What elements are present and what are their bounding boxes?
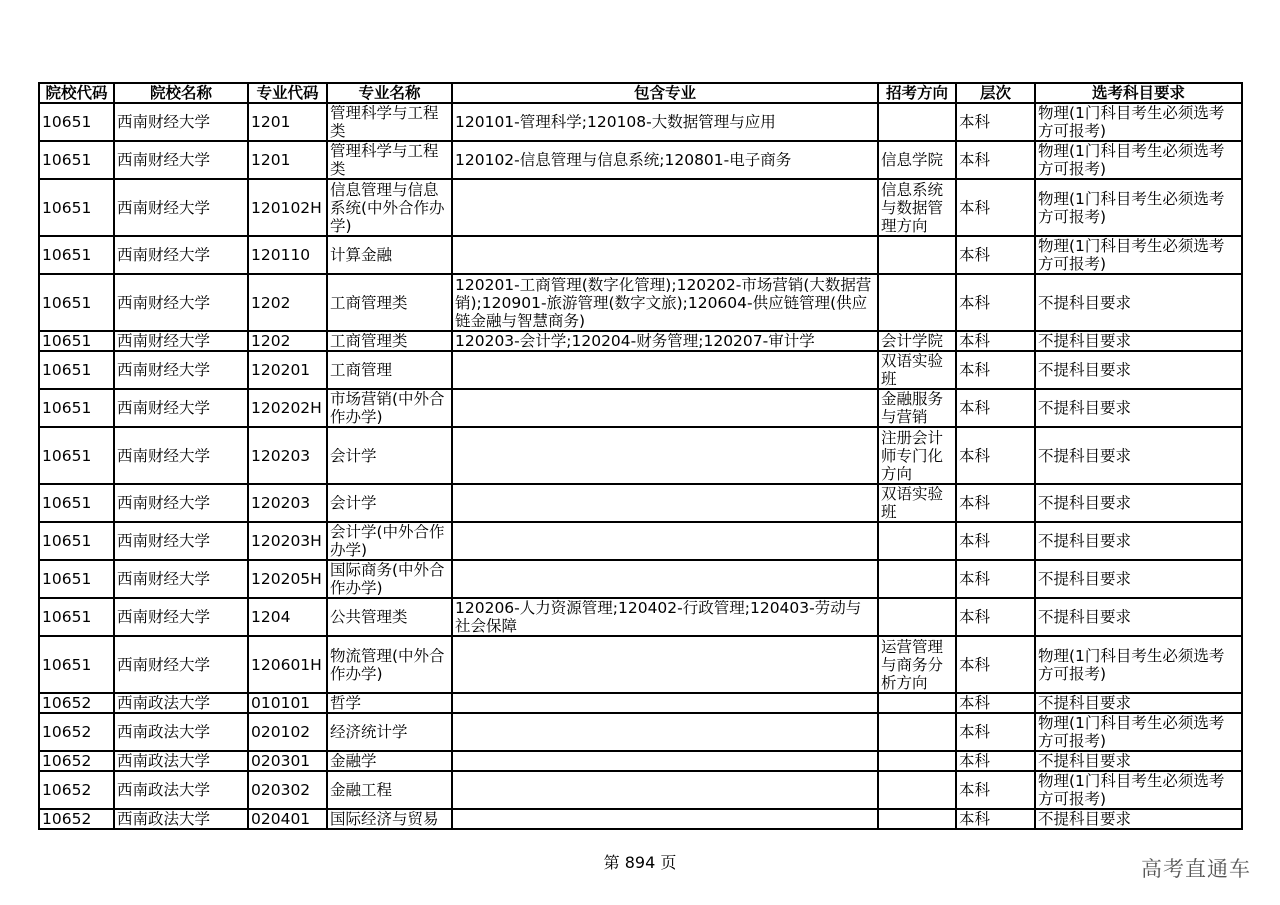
cell-major-code: 120203 bbox=[248, 484, 327, 522]
cell-subject-requirement: 不提科目要求 bbox=[1035, 693, 1242, 713]
cell-subject-requirement: 不提科目要求 bbox=[1035, 751, 1242, 771]
cell-subject-requirement: 物理(1门科目考生必须选考方可报考) bbox=[1035, 713, 1242, 751]
cell-major-code: 1202 bbox=[248, 331, 327, 351]
cell-included-majors bbox=[452, 389, 878, 427]
cell-major-code: 120203 bbox=[248, 427, 327, 484]
table-row bbox=[39, 560, 1242, 598]
table-row bbox=[39, 236, 1242, 274]
cell-school-code: 10652 bbox=[39, 751, 114, 771]
cell-major-code: 120110 bbox=[248, 236, 327, 274]
cell-major-name: 国际经济与贸易 bbox=[327, 809, 452, 829]
cell-major-name: 会计学(中外合作办学) bbox=[327, 522, 452, 560]
cell-school-name: 西南财经大学 bbox=[114, 351, 248, 389]
cell-major-code: 120201 bbox=[248, 351, 327, 389]
cell-major-name: 金融工程 bbox=[327, 771, 452, 809]
cell-major-name: 经济统计学 bbox=[327, 713, 452, 751]
header-major-code: 专业代码 bbox=[248, 83, 327, 103]
cell-level: 本科 bbox=[956, 484, 1035, 522]
cell-major-name: 物流管理(中外合作办学) bbox=[327, 636, 452, 693]
cell-direction: 运营管理与商务分析方向 bbox=[878, 636, 956, 693]
cell-major-code: 1201 bbox=[248, 103, 327, 141]
cell-level: 本科 bbox=[956, 560, 1035, 598]
table-row bbox=[39, 809, 1242, 829]
cell-included-majors bbox=[452, 236, 878, 274]
cell-school-code: 10652 bbox=[39, 771, 114, 809]
cell-subject-requirement: 不提科目要求 bbox=[1035, 809, 1242, 829]
header-school-name: 院校名称 bbox=[114, 83, 248, 103]
cell-major-code: 020401 bbox=[248, 809, 327, 829]
cell-school-name: 西南财经大学 bbox=[114, 179, 248, 236]
cell-direction bbox=[878, 103, 956, 141]
admissions-table bbox=[38, 82, 1243, 830]
cell-major-name: 计算金融 bbox=[327, 236, 452, 274]
page-number: 第 894 页 bbox=[603, 853, 677, 872]
cell-included-majors: 120102-信息管理与信息系统;120801-电子商务 bbox=[452, 141, 878, 179]
cell-subject-requirement: 不提科目要求 bbox=[1035, 484, 1242, 522]
cell-major-code: 120601H bbox=[248, 636, 327, 693]
cell-major-code: 020102 bbox=[248, 713, 327, 751]
cell-major-name: 管理科学与工程类 bbox=[327, 141, 452, 179]
cell-level: 本科 bbox=[956, 522, 1035, 560]
cell-level: 本科 bbox=[956, 751, 1035, 771]
cell-major-code: 1204 bbox=[248, 598, 327, 636]
cell-subject-requirement: 不提科目要求 bbox=[1035, 598, 1242, 636]
cell-major-name: 工商管理 bbox=[327, 351, 452, 389]
table-row bbox=[39, 141, 1242, 179]
cell-included-majors bbox=[452, 484, 878, 522]
cell-school-code: 10651 bbox=[39, 389, 114, 427]
cell-school-name: 西南财经大学 bbox=[114, 522, 248, 560]
cell-direction bbox=[878, 236, 956, 274]
cell-included-majors bbox=[452, 560, 878, 598]
cell-major-name: 工商管理类 bbox=[327, 274, 452, 331]
cell-major-code: 120102H bbox=[248, 179, 327, 236]
cell-direction: 双语实验班 bbox=[878, 351, 956, 389]
cell-level: 本科 bbox=[956, 389, 1035, 427]
cell-included-majors bbox=[452, 522, 878, 560]
cell-subject-requirement: 物理(1门科目考生必须选考方可报考) bbox=[1035, 103, 1242, 141]
cell-subject-requirement: 物理(1门科目考生必须选考方可报考) bbox=[1035, 141, 1242, 179]
cell-school-name: 西南政法大学 bbox=[114, 809, 248, 829]
cell-major-code: 120205H bbox=[248, 560, 327, 598]
cell-school-name: 西南政法大学 bbox=[114, 693, 248, 713]
cell-included-majors bbox=[452, 771, 878, 809]
cell-major-code: 120203H bbox=[248, 522, 327, 560]
cell-included-majors bbox=[452, 427, 878, 484]
cell-level: 本科 bbox=[956, 236, 1035, 274]
table-row bbox=[39, 713, 1242, 751]
watermark: 高考直通车 bbox=[1141, 857, 1251, 881]
table-row bbox=[39, 771, 1242, 809]
cell-subject-requirement: 不提科目要求 bbox=[1035, 351, 1242, 389]
cell-included-majors: 120203-会计学;120204-财务管理;120207-审计学 bbox=[452, 331, 878, 351]
cell-school-name: 西南财经大学 bbox=[114, 427, 248, 484]
cell-subject-requirement: 不提科目要求 bbox=[1035, 331, 1242, 351]
cell-included-majors bbox=[452, 809, 878, 829]
table-row bbox=[39, 103, 1242, 141]
cell-major-code: 020301 bbox=[248, 751, 327, 771]
cell-included-majors: 120206-人力资源管理;120402-行政管理;120403-劳动与社会保障 bbox=[452, 598, 878, 636]
cell-school-code: 10651 bbox=[39, 522, 114, 560]
cell-school-name: 西南财经大学 bbox=[114, 236, 248, 274]
cell-subject-requirement: 物理(1门科目考生必须选考方可报考) bbox=[1035, 179, 1242, 236]
header-school-code: 院校代码 bbox=[39, 83, 114, 103]
cell-major-name: 金融学 bbox=[327, 751, 452, 771]
cell-subject-requirement: 不提科目要求 bbox=[1035, 522, 1242, 560]
cell-major-code: 010101 bbox=[248, 693, 327, 713]
cell-direction: 注册会计师专门化方向 bbox=[878, 427, 956, 484]
cell-school-name: 西南财经大学 bbox=[114, 103, 248, 141]
table-row bbox=[39, 693, 1242, 713]
cell-school-name: 西南政法大学 bbox=[114, 751, 248, 771]
cell-subject-requirement: 不提科目要求 bbox=[1035, 560, 1242, 598]
cell-direction bbox=[878, 751, 956, 771]
cell-school-code: 10652 bbox=[39, 713, 114, 751]
header-level: 层次 bbox=[956, 83, 1035, 103]
cell-included-majors bbox=[452, 713, 878, 751]
cell-subject-requirement: 物理(1门科目考生必须选考方可报考) bbox=[1035, 636, 1242, 693]
cell-major-name: 哲学 bbox=[327, 693, 452, 713]
cell-major-code: 1202 bbox=[248, 274, 327, 331]
cell-level: 本科 bbox=[956, 809, 1035, 829]
cell-level: 本科 bbox=[956, 103, 1035, 141]
cell-direction: 信息系统与数据管理方向 bbox=[878, 179, 956, 236]
cell-major-name: 会计学 bbox=[327, 427, 452, 484]
cell-direction bbox=[878, 560, 956, 598]
cell-school-code: 10651 bbox=[39, 331, 114, 351]
cell-school-code: 10651 bbox=[39, 351, 114, 389]
cell-school-name: 西南财经大学 bbox=[114, 141, 248, 179]
cell-subject-requirement: 不提科目要求 bbox=[1035, 389, 1242, 427]
cell-school-code: 10651 bbox=[39, 179, 114, 236]
cell-included-majors: 120201-工商管理(数字化管理);120202-市场营销(大数据营销);120901-旅游管理(数字文旅);120604-供应链管理(供应链金融与智慧商务) bbox=[452, 274, 878, 331]
header-major-name: 专业名称 bbox=[327, 83, 452, 103]
cell-level: 本科 bbox=[956, 598, 1035, 636]
table-row bbox=[39, 598, 1242, 636]
cell-included-majors bbox=[452, 351, 878, 389]
cell-included-majors bbox=[452, 693, 878, 713]
cell-included-majors: 120101-管理科学;120108-大数据管理与应用 bbox=[452, 103, 878, 141]
cell-school-name: 西南财经大学 bbox=[114, 389, 248, 427]
cell-major-name: 管理科学与工程类 bbox=[327, 103, 452, 141]
cell-direction bbox=[878, 274, 956, 331]
cell-level: 本科 bbox=[956, 771, 1035, 809]
cell-school-name: 西南政法大学 bbox=[114, 713, 248, 751]
cell-school-name: 西南财经大学 bbox=[114, 331, 248, 351]
table-row bbox=[39, 389, 1242, 427]
cell-major-name: 国际商务(中外合作办学) bbox=[327, 560, 452, 598]
cell-school-name: 西南政法大学 bbox=[114, 771, 248, 809]
table-row bbox=[39, 427, 1242, 484]
cell-school-code: 10651 bbox=[39, 598, 114, 636]
cell-subject-requirement: 物理(1门科目考生必须选考方可报考) bbox=[1035, 236, 1242, 274]
cell-direction bbox=[878, 771, 956, 809]
cell-major-code: 020302 bbox=[248, 771, 327, 809]
table-row bbox=[39, 522, 1242, 560]
cell-level: 本科 bbox=[956, 274, 1035, 331]
cell-direction bbox=[878, 693, 956, 713]
table-row bbox=[39, 484, 1242, 522]
header-direction: 招考方向 bbox=[878, 83, 956, 103]
cell-direction bbox=[878, 713, 956, 751]
cell-school-code: 10651 bbox=[39, 484, 114, 522]
cell-school-code: 10651 bbox=[39, 103, 114, 141]
cell-direction: 金融服务与营销 bbox=[878, 389, 956, 427]
cell-level: 本科 bbox=[956, 693, 1035, 713]
cell-major-name: 公共管理类 bbox=[327, 598, 452, 636]
cell-direction: 信息学院 bbox=[878, 141, 956, 179]
cell-major-code: 1201 bbox=[248, 141, 327, 179]
cell-major-name: 会计学 bbox=[327, 484, 452, 522]
table-row bbox=[39, 179, 1242, 236]
cell-school-name: 西南财经大学 bbox=[114, 560, 248, 598]
cell-school-name: 西南财经大学 bbox=[114, 484, 248, 522]
cell-school-name: 西南财经大学 bbox=[114, 598, 248, 636]
cell-included-majors bbox=[452, 179, 878, 236]
cell-school-code: 10651 bbox=[39, 560, 114, 598]
cell-direction bbox=[878, 522, 956, 560]
header-subject-requirement: 选考科目要求 bbox=[1035, 83, 1242, 103]
table-row bbox=[39, 636, 1242, 693]
cell-major-name: 市场营销(中外合作办学) bbox=[327, 389, 452, 427]
table-header-row bbox=[39, 83, 1242, 103]
cell-school-code: 10651 bbox=[39, 427, 114, 484]
cell-school-code: 10652 bbox=[39, 693, 114, 713]
cell-included-majors bbox=[452, 636, 878, 693]
cell-level: 本科 bbox=[956, 427, 1035, 484]
cell-level: 本科 bbox=[956, 351, 1035, 389]
table-row bbox=[39, 351, 1242, 389]
cell-major-name: 信息管理与信息系统(中外合作办学) bbox=[327, 179, 452, 236]
table-row bbox=[39, 331, 1242, 351]
cell-school-code: 10652 bbox=[39, 809, 114, 829]
cell-school-code: 10651 bbox=[39, 236, 114, 274]
cell-direction bbox=[878, 598, 956, 636]
cell-school-name: 西南财经大学 bbox=[114, 636, 248, 693]
cell-school-code: 10651 bbox=[39, 636, 114, 693]
cell-school-name: 西南财经大学 bbox=[114, 274, 248, 331]
cell-direction: 会计学院 bbox=[878, 331, 956, 351]
cell-school-code: 10651 bbox=[39, 274, 114, 331]
header-included-majors: 包含专业 bbox=[452, 83, 878, 103]
cell-included-majors bbox=[452, 751, 878, 771]
cell-level: 本科 bbox=[956, 331, 1035, 351]
cell-major-code: 120202H bbox=[248, 389, 327, 427]
cell-direction: 双语实验班 bbox=[878, 484, 956, 522]
cell-subject-requirement: 不提科目要求 bbox=[1035, 427, 1242, 484]
cell-subject-requirement: 物理(1门科目考生必须选考方可报考) bbox=[1035, 771, 1242, 809]
table-body bbox=[39, 103, 1242, 829]
cell-level: 本科 bbox=[956, 141, 1035, 179]
cell-school-code: 10651 bbox=[39, 141, 114, 179]
cell-level: 本科 bbox=[956, 713, 1035, 751]
cell-direction bbox=[878, 809, 956, 829]
cell-level: 本科 bbox=[956, 179, 1035, 236]
cell-subject-requirement: 不提科目要求 bbox=[1035, 274, 1242, 331]
table-row bbox=[39, 274, 1242, 331]
cell-major-name: 工商管理类 bbox=[327, 331, 452, 351]
cell-level: 本科 bbox=[956, 636, 1035, 693]
table-row bbox=[39, 751, 1242, 771]
